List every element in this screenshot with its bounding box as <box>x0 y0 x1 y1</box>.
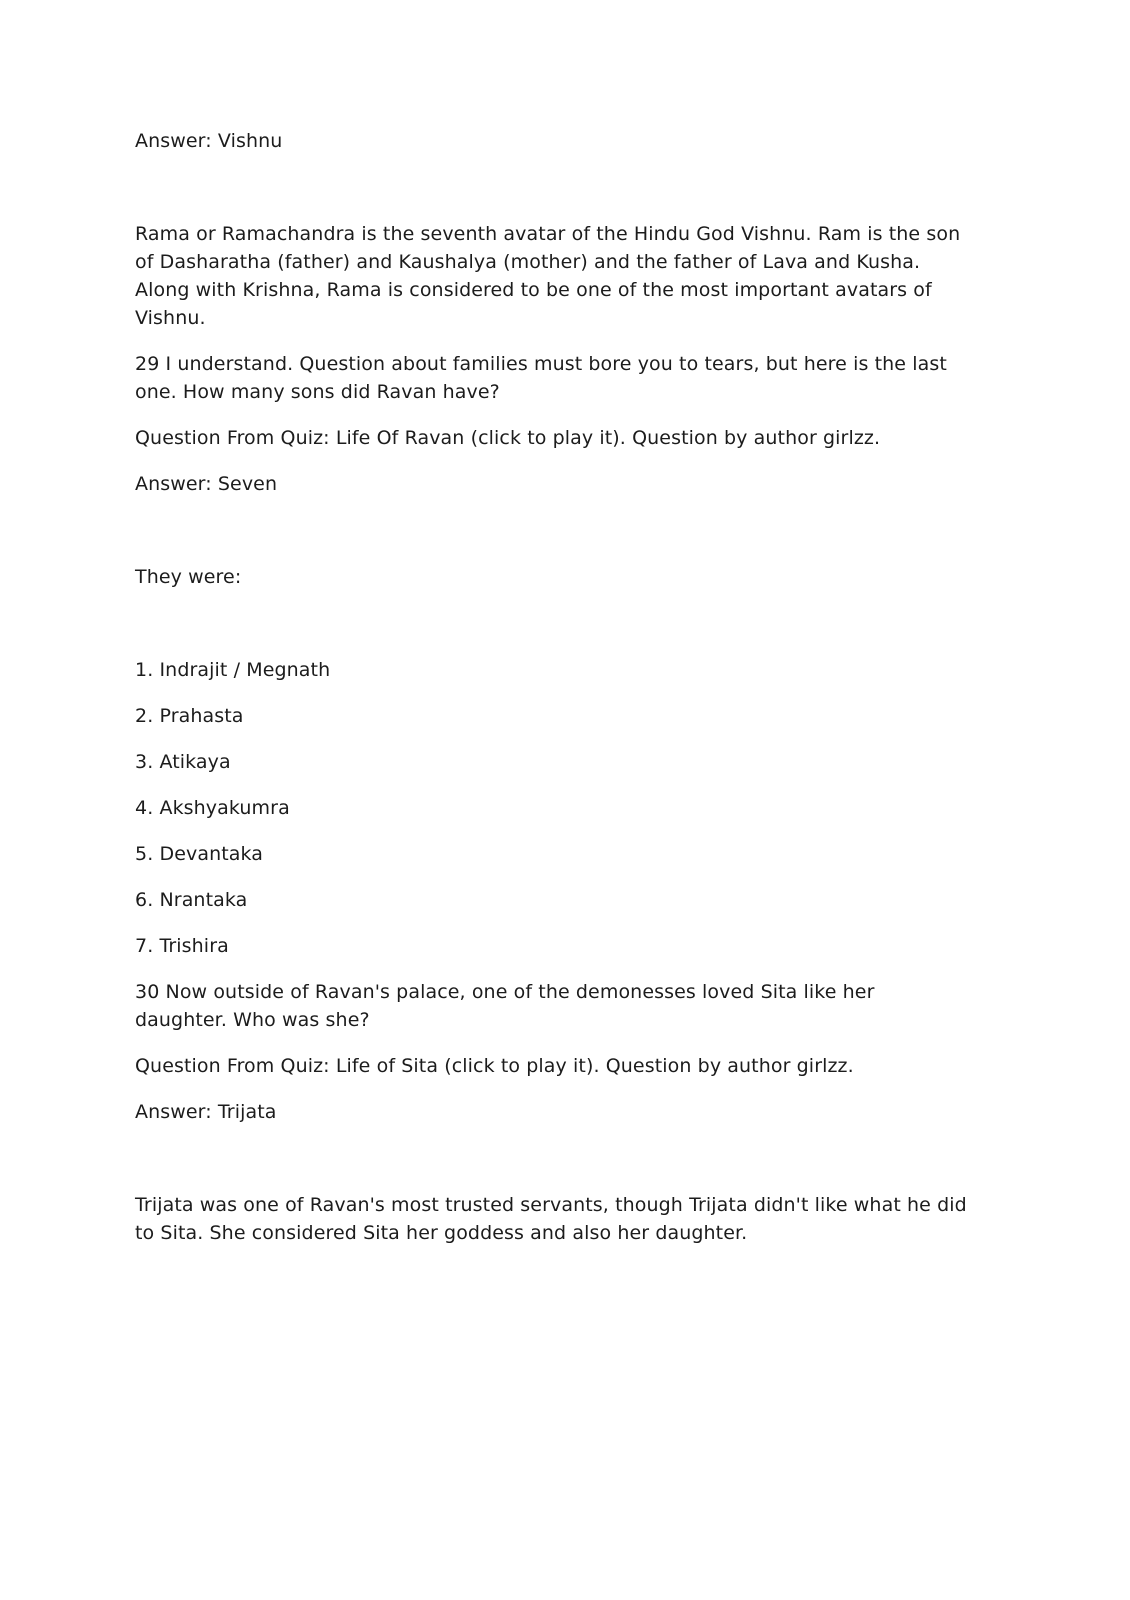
answer-seven-line: Answer: Seven <box>135 473 278 495</box>
rama-explanation-paragraph: Rama or Ramachandra is the seventh avatar of the Hindu God Vishnu. Ram is the son of Dasharatha (father) and Kaushalya (mother) and the father of Lava and Kusha. Along with Krishna, Rama is considered to be one of the most important avatars of Vishnu. <box>135 223 961 329</box>
question-29-text: 29 I understand. Question about families must bore you to tears, but here is the last one. How many sons did Ravan have? <box>135 353 947 403</box>
son-list-item-5: 5. Devantaka <box>135 843 264 865</box>
son-list-item-3: 3. Atikaya <box>135 751 231 773</box>
son-list-item-1: 1. Indrajit / Megnath <box>135 659 331 681</box>
son-list-item-6: 6. Nrantaka <box>135 889 248 911</box>
answer-trijata-line: Answer: Trijata <box>135 1101 277 1123</box>
trijata-explanation-paragraph: Trijata was one of Ravan's most trusted servants, though Trijata didn't like what he did to Sita. She considered Sita her goddess and also her daughter. <box>135 1194 967 1244</box>
son-list-item-4: 4. Akshyakumra <box>135 797 290 819</box>
quiz-source-ravan-line: Question From Quiz: Life Of Ravan (click to play it). Question by author girlzz. <box>135 427 881 449</box>
son-list-item-7: 7. Trishira <box>135 935 229 957</box>
they-were-label: They were: <box>135 566 242 588</box>
son-list-item-2: 2. Prahasta <box>135 705 244 727</box>
quiz-source-sita-line: Question From Quiz: Life of Sita (click to play it). Question by author girlzz. <box>135 1055 854 1077</box>
question-30-text: 30 Now outside of Ravan's palace, one of the demonesses loved Sita like her daughter. Who was she? <box>135 981 875 1031</box>
answer-vishnu-line: Answer: Vishnu <box>135 130 283 152</box>
